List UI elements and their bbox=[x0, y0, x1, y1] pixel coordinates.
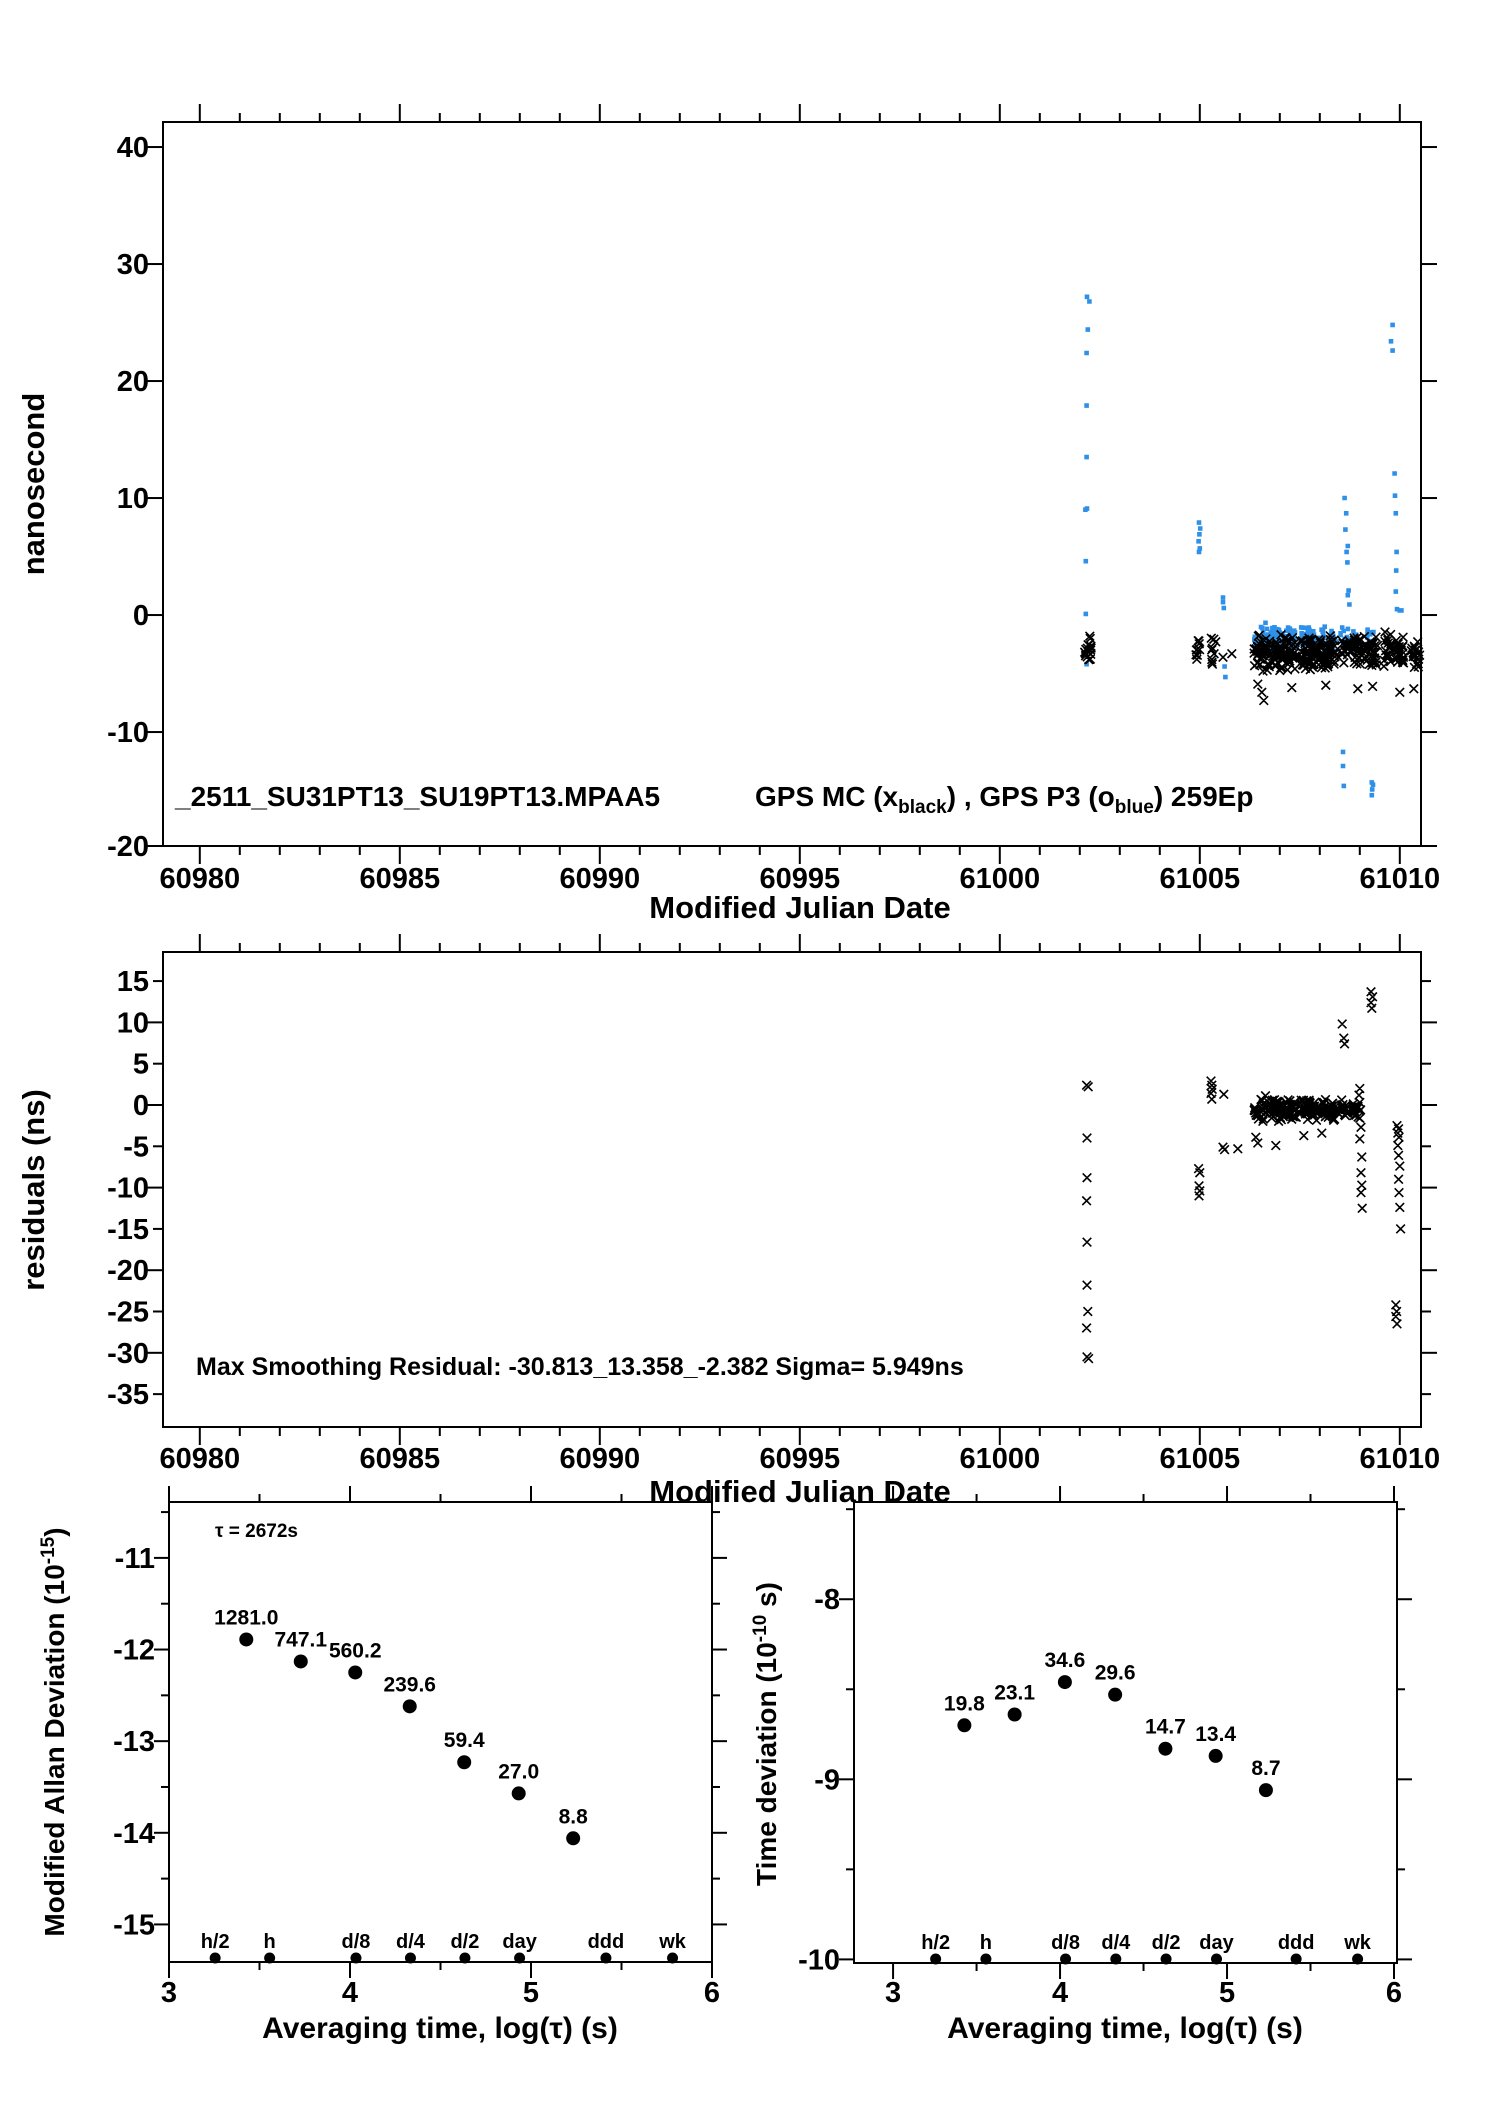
x-ticks bbox=[159, 104, 1440, 895]
y-ticks bbox=[798, 1509, 1412, 1976]
tdev-value-label: 19.8 bbox=[943, 1692, 985, 1716]
y-axis-title-post: ) bbox=[39, 1527, 70, 1537]
tau-mark-label: ddd bbox=[587, 1931, 625, 1953]
gps-frame bbox=[163, 122, 1421, 846]
tau-mark-dot bbox=[1161, 1954, 1172, 1965]
mdev-value-label: 239.6 bbox=[383, 1673, 437, 1697]
y-axis-title: residuals (ns) bbox=[16, 1089, 51, 1291]
y-axis-title-pre: Time deviation (10 bbox=[751, 1642, 782, 1886]
x-tick-label: 60990 bbox=[559, 863, 641, 895]
tau-mark-dot bbox=[1060, 1954, 1071, 1965]
y-tick-label: -20 bbox=[107, 1255, 149, 1288]
y-tick-label: -8 bbox=[814, 1584, 840, 1617]
tau-mark-label: h bbox=[263, 1931, 276, 1953]
y-axis-title-sup: -15 bbox=[38, 1536, 59, 1565]
mdev-value-label: 27.0 bbox=[498, 1760, 540, 1784]
tdev-point bbox=[957, 1718, 971, 1732]
x-tick-label: 4 bbox=[1051, 1977, 1069, 2009]
tau-mark-label: d/2 bbox=[1151, 1932, 1181, 1954]
panel-residuals bbox=[16, 934, 1440, 1509]
x-ticks bbox=[885, 1486, 1402, 2009]
panel-mdev bbox=[38, 1486, 727, 2045]
mdev-value-label: 8.8 bbox=[558, 1805, 588, 1829]
y-tick-label: -10 bbox=[798, 1944, 840, 1977]
y-tick-label: 15 bbox=[116, 966, 149, 999]
x-tick-label: 61005 bbox=[1159, 1443, 1241, 1475]
y-axis-title bbox=[38, 1527, 70, 1936]
panel-tdev bbox=[750, 1486, 1412, 2045]
y-tick-label: -10 bbox=[107, 717, 149, 750]
tdev-value-label: 14.7 bbox=[1144, 1715, 1186, 1739]
x-tick-label: 61005 bbox=[1159, 863, 1241, 895]
tau-mark-label: wk bbox=[659, 1931, 686, 1953]
y-tick-label: -10 bbox=[107, 1172, 149, 1205]
y-tick-label: 0 bbox=[132, 1089, 149, 1122]
tau-mark-label: d/4 bbox=[1101, 1932, 1131, 1954]
tau-mark-label: h bbox=[979, 1932, 993, 1954]
y-tick-label: -25 bbox=[107, 1296, 149, 1329]
tau-mark-label: h/2 bbox=[200, 1931, 230, 1953]
x-tick-label: 3 bbox=[885, 1977, 902, 2009]
y-tick-label: -5 bbox=[123, 1131, 149, 1164]
x-tick-label: 60980 bbox=[159, 863, 241, 895]
tau-mark-label: ddd bbox=[1277, 1932, 1315, 1954]
tdev-point bbox=[1108, 1688, 1122, 1702]
mdev-value-label: 560.2 bbox=[328, 1639, 382, 1663]
tau-mark-dot bbox=[1352, 1954, 1363, 1965]
y-tick-label: -15 bbox=[107, 1213, 149, 1246]
x-axis-title: Averaging time, log(τ) (s) bbox=[262, 2012, 618, 2045]
x-tick-label: 61000 bbox=[959, 1443, 1041, 1475]
x-tick-label: 3 bbox=[160, 1977, 178, 2009]
tau-mark-dot bbox=[1211, 1954, 1222, 1965]
mdev-point bbox=[239, 1632, 253, 1646]
y-tick-label: -35 bbox=[107, 1379, 149, 1412]
tau-mark-label: day bbox=[1199, 1932, 1234, 1954]
y-axis-title-sup: -10 bbox=[750, 1614, 771, 1643]
tdev-point bbox=[1008, 1707, 1022, 1721]
x-tick-label: 60990 bbox=[559, 1443, 641, 1475]
tau-mark-label: d/4 bbox=[396, 1931, 425, 1953]
tau-mark-label: wk bbox=[1344, 1932, 1371, 1954]
plot-title: _2511_SU31PT13_SU19PT13.MPAA5 bbox=[175, 781, 661, 812]
mdev-point bbox=[348, 1665, 362, 1679]
tau-mark-label: h/2 bbox=[921, 1932, 951, 1954]
tdev-value-label: 34.6 bbox=[1044, 1649, 1086, 1673]
x-tick-label: 61010 bbox=[1359, 863, 1441, 895]
tau-mark-dot bbox=[600, 1953, 611, 1964]
x-ticks bbox=[159, 934, 1440, 1475]
x-tick-label: 60995 bbox=[759, 863, 841, 895]
tau-mark-dot bbox=[1110, 1954, 1121, 1965]
y-tick-label: 10 bbox=[116, 1007, 149, 1040]
tdev-value-label: 13.4 bbox=[1195, 1722, 1237, 1746]
tdev-value-label: 29.6 bbox=[1094, 1661, 1136, 1685]
legend-part-post: ) 259Ep bbox=[1153, 781, 1254, 812]
legend-text bbox=[755, 781, 1253, 818]
y-tick-label: -30 bbox=[107, 1337, 149, 1370]
tau-annotation: τ = 2672s bbox=[215, 1521, 298, 1542]
tdev-point bbox=[1259, 1783, 1273, 1797]
tau-mark-label: d/2 bbox=[450, 1931, 480, 1953]
legend-part-sub1: black bbox=[898, 797, 947, 818]
y-tick-label: 30 bbox=[116, 249, 149, 282]
y-tick-label: -11 bbox=[114, 1542, 155, 1575]
mdev-value-label: 747.1 bbox=[274, 1628, 328, 1652]
tdev-value-label: 8.7 bbox=[1251, 1757, 1281, 1781]
tau-mark-dot bbox=[514, 1953, 525, 1964]
x-tick-label: 6 bbox=[703, 1977, 721, 2009]
x-tick-label: 61010 bbox=[1359, 1443, 1441, 1475]
y-tick-label: -20 bbox=[107, 831, 149, 863]
x-axis-title: Modified Julian Date bbox=[649, 1474, 951, 1509]
tau-mark-dot bbox=[350, 1953, 361, 1964]
x-tick-label: 4 bbox=[341, 1977, 359, 2009]
mdev-frame bbox=[169, 1502, 712, 1962]
y-tick-label: -15 bbox=[113, 1909, 155, 1942]
x-axis-title: Averaging time, log(τ) (s) bbox=[947, 2012, 1303, 2045]
y-ticks bbox=[113, 1512, 727, 1941]
mdev-point bbox=[294, 1654, 308, 1668]
mdev-point bbox=[566, 1831, 580, 1845]
tau-mark-dot bbox=[930, 1954, 941, 1965]
tau-mark-dot bbox=[210, 1953, 221, 1964]
tdev-point bbox=[1209, 1749, 1223, 1763]
tdev-frame bbox=[854, 1502, 1397, 1963]
y-axis-title: nanosecond bbox=[16, 392, 51, 576]
mdev-value-label: 59.4 bbox=[443, 1729, 485, 1753]
x-tick-label: 6 bbox=[1385, 1977, 1403, 2009]
x-tick-label: 60980 bbox=[159, 1443, 241, 1475]
legend-part-sub2: blue bbox=[1114, 797, 1154, 818]
tau-mark-dot bbox=[264, 1953, 275, 1964]
y-tick-label: -9 bbox=[814, 1764, 840, 1797]
mdev-point bbox=[457, 1755, 471, 1769]
tdev-point bbox=[1158, 1742, 1172, 1756]
tau-mark-dot bbox=[667, 1953, 678, 1964]
y-tick-label: -14 bbox=[113, 1817, 155, 1850]
x-tick-label: 60985 bbox=[359, 1443, 441, 1475]
y-tick-label: 10 bbox=[116, 483, 149, 516]
y-ticks bbox=[107, 132, 1437, 863]
y-axis-title bbox=[750, 1582, 782, 1886]
tau-mark-dot bbox=[1291, 1954, 1302, 1965]
max-residual-annotation: Max Smoothing Residual: -30.813_13.358_-2.382 Sigma= 5.949ns bbox=[196, 1353, 964, 1381]
tdev-point bbox=[1058, 1675, 1072, 1689]
tdev-value-label: 23.1 bbox=[994, 1681, 1036, 1705]
tau-mark-label: d/8 bbox=[341, 1931, 371, 1953]
mdev-value-label: 1281.0 bbox=[214, 1606, 279, 1630]
x-tick-label: 5 bbox=[1218, 1977, 1236, 2009]
y-tick-label: -12 bbox=[113, 1634, 155, 1667]
x-ticks bbox=[161, 1486, 720, 2009]
legend-part-pre: GPS MC (x bbox=[755, 781, 899, 812]
y-ticks bbox=[107, 966, 1437, 1411]
y-axis-title-pre: Modified Allan Deviation (10 bbox=[39, 1564, 70, 1937]
mdev-point bbox=[403, 1699, 417, 1713]
x-tick-label: 60995 bbox=[759, 1443, 841, 1475]
gps-p3-points bbox=[1083, 295, 1404, 798]
x-axis-title: Modified Julian Date bbox=[649, 890, 951, 925]
tau-mark-label: day bbox=[502, 1931, 537, 1953]
y-axis-title-post: s) bbox=[751, 1582, 782, 1615]
mdev-point bbox=[512, 1786, 526, 1800]
tau-mark-dot bbox=[405, 1953, 416, 1964]
y-tick-label: 40 bbox=[116, 132, 149, 165]
tau-mark-label: d/8 bbox=[1051, 1932, 1081, 1954]
panel-gps-compare bbox=[16, 104, 1440, 925]
y-tick-label: 20 bbox=[116, 366, 149, 399]
legend-part-mid: ) , GPS P3 (o bbox=[946, 781, 1115, 812]
x-tick-label: 61000 bbox=[959, 863, 1041, 895]
residuals-points bbox=[1082, 988, 1405, 1363]
y-tick-label: 0 bbox=[132, 600, 149, 633]
y-tick-label: 5 bbox=[132, 1048, 149, 1081]
x-tick-label: 5 bbox=[522, 1977, 540, 2009]
tau-mark-dot bbox=[980, 1954, 991, 1965]
tau-mark-dot bbox=[459, 1953, 470, 1964]
x-tick-label: 60985 bbox=[359, 863, 441, 895]
y-tick-label: -13 bbox=[113, 1726, 155, 1759]
